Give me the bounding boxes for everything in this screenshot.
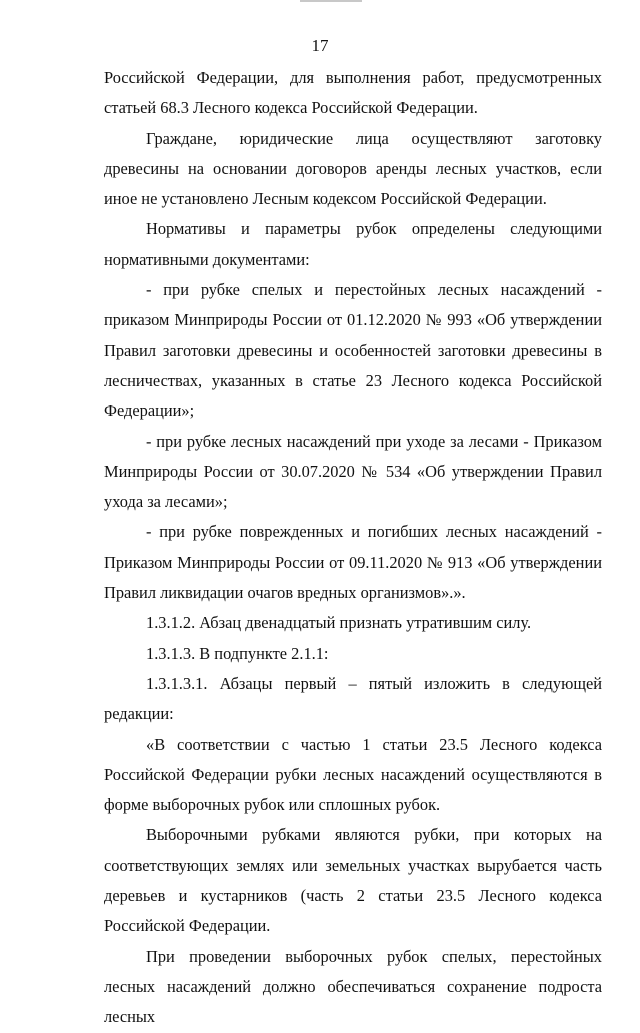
paragraph-1: Российской Федерации, для выполнения работ, предусмотренных статьей 68.3 Лесного кодекса Российской Федерации.: [104, 68, 602, 118]
top-edge-mark: [300, 0, 362, 2]
paragraph-11: Выборочными рубками являются рубки, при которых на соответствующих землях или земельных участках вырубается часть деревьев и кустарников (часть 2 статьи 23.5 Лесного кодекса Российской Федерации.: [104, 825, 602, 936]
paragraph-3: Нормативы и параметры рубок определены следующими нормативными документами:: [104, 219, 602, 269]
paragraph-2: Граждане, юридические лица осуществляют заготовку древесины на основании договоров аренды лесных участков, если иное не установлено Лесным кодексом Российской Федерации.: [104, 128, 602, 209]
paragraph-12: При проведении выборочных рубок спелых, перестойных лесных насаждений должно обеспечиваться сохранение подроста лесных: [104, 946, 602, 1027]
page-number: 17: [311, 36, 329, 55]
paragraph-10: «В соответствии с частью 1 статьи 23.5 Лесного кодекса Российской Федерации рубки лесных насаждений осуществляются в форме выборочных рубок или сплошных рубок.: [104, 734, 602, 815]
paragraph-8: 1.3.1.3. В подпункте 2.1.1:: [146, 643, 329, 663]
paragraph-4: - при рубке спелых и перестойных лесных насаждений - приказом Минприроды России от 01.12.2020 № 993 «Об утверждении Правил заготовки древесины и особенностей заготовки древесины в лесничествах, указанных в статье 23 Лесного кодекса Российской Федерации»;: [104, 280, 602, 421]
paragraph-5: - при рубке лесных насаждений при уходе за лесами - Приказом Минприроды России от 30.07.2020 № 534 «Об утверждении Правил ухода за лесами»;: [104, 431, 602, 512]
paragraph-6: - при рубке поврежденных и погибших лесных насаждений - Приказом Минприроды России от 09.11.2020 № 913 «Об утверждении Правил ликвидации очагов вредных организмов».».: [104, 522, 602, 603]
paragraph-9: 1.3.1.3.1. Абзацы первый – пятый изложить в следующей редакции:: [104, 673, 602, 724]
paragraph-7: 1.3.1.2. Абзац двенадцатый признать утратившим силу.: [146, 613, 532, 633]
document-body: [104, 63, 602, 1033]
